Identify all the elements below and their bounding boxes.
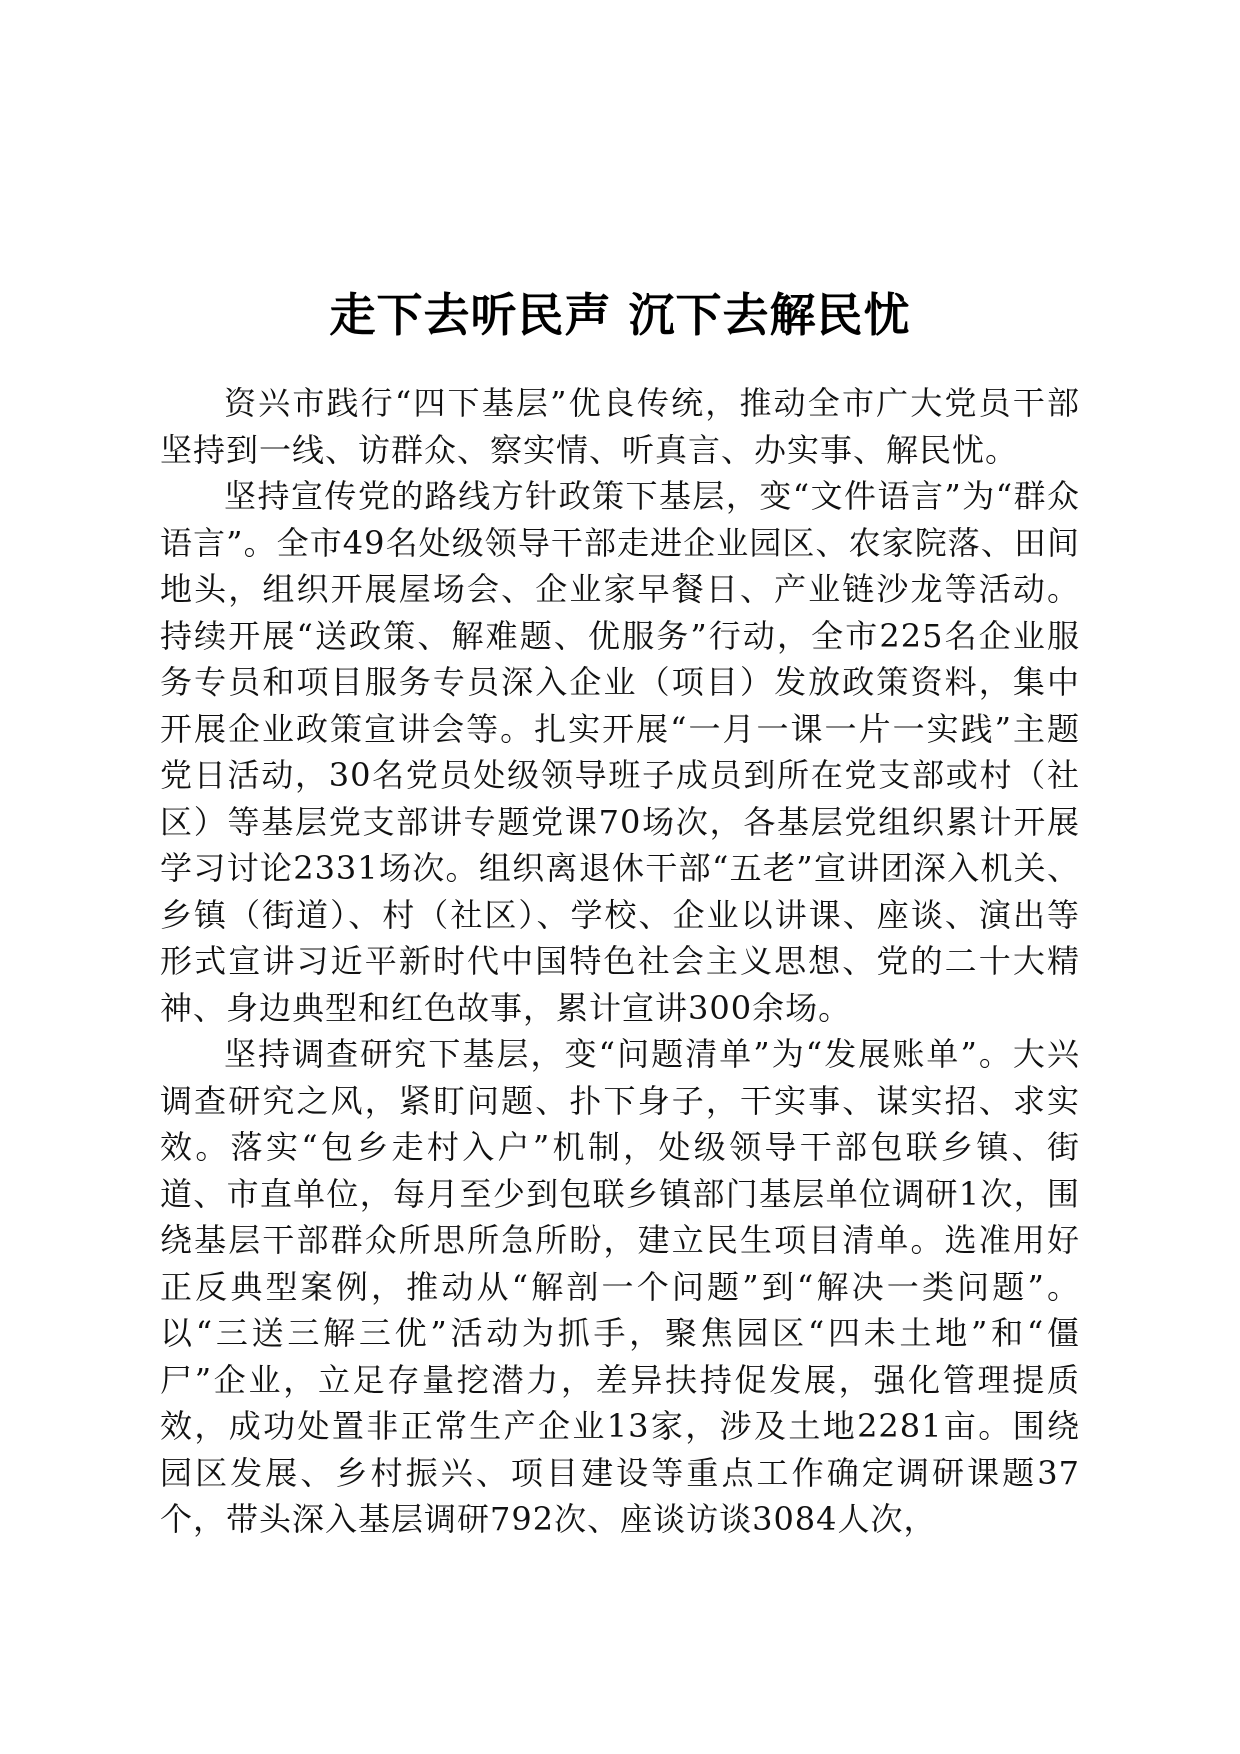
paragraph-investigation-research: 坚持调查研究下基层，变“问题清单”为“发展账单”。大兴调查研究之风，紧盯问题、扑下身子，干实事、谋实招、求实效。落实“包乡走村入户”机制，处级领导干部包联乡镇、街道、市直单位，每月至少到包联乡镇部门基层单位调研1次，围绕基层干部群众所思所急所盼，建立民生项目清单。选准用好正反典型案例，推动从“解剖一个问题”到“解决一类问题”。以“三送三解三优”活动为抓手，聚焦园区“四未土地”和“僵尸”企业，立足存量挖潜力，差异扶持促发展，强化管理提质效，成功处置非正常生产企业13家，涉及土地2281亩。围绕园区发展、乡村振兴、项目建设等重点工作确定调研课题37个，带头深入基层调研792次、座谈访谈3084人次， [160,1035,1080,1538]
document-title: 走下去听民声 沉下去解民忧 [329,287,911,342]
paragraph-intro: 资兴市践行“四下基层”优良传统，推动全市广大党员干部坚持到一线、访群众、察实情、听真言、办实事、解民忧。 [160,384,1080,469]
document-body [160,380,1080,1543]
paragraph-policy-promotion: 坚持宣传党的路线方针政策下基层，变“文件语言”为“群众语言”。全市49名处级领导干部走进企业园区、农家院落、田间地头，组织开展屋场会、企业家早餐日、产业链沙龙等活动。持续开展“送政策、解难题、优服务”行动，全市225名企业服务专员和项目服务专员深入企业（项目）发放政策资料，集中开展企业政策宣讲会等。扎实开展“一月一课一片一实践”主题党日活动，30名党员处级领导班子成员到所在党支部或村（社区）等基层党支部讲专题党课70场次，各基层党组织累计开展学习讨论2331场次。组织离退休干部“五老”宣讲团深入机关、乡镇（街道）、村（社区）、学校、企业以讲课、座谈、演出等形式宣讲习近平新时代中国特色社会主义思想、党的二十大精神、身边典型和红色故事，累计宣讲300余场。 [160,477,1080,1027]
